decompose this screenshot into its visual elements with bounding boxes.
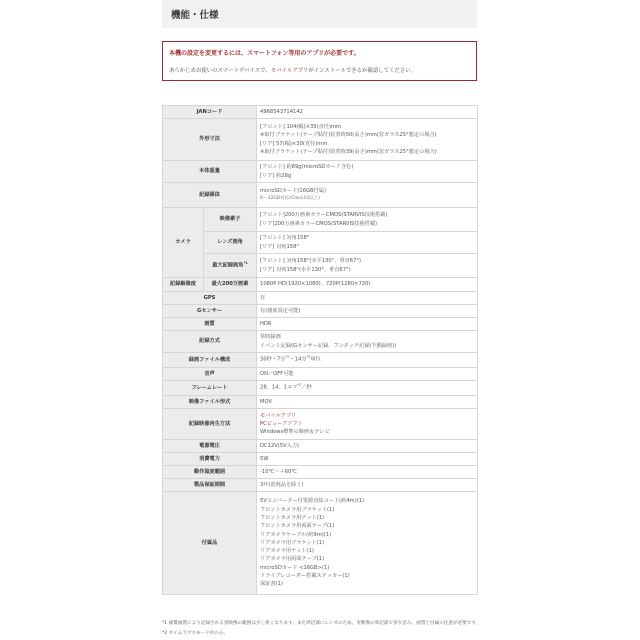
- spec-label: フレームレート: [163, 381, 257, 396]
- section-header: [162, 0, 477, 28]
- spec-label: 外形寸法: [163, 119, 257, 161]
- lens-value: [フロント] 対角158° [リア] 対角158°: [257, 232, 478, 254]
- spec-label: 動作温度範囲: [163, 466, 257, 479]
- mobile-app-link[interactable]: モバイルアプリ: [260, 412, 297, 419]
- spec-table: [162, 105, 478, 595]
- spec-label: 電源電圧: [163, 440, 257, 453]
- table-row: [163, 318, 478, 331]
- spec-label: 製品保証期間: [163, 479, 257, 492]
- table-row: [163, 106, 478, 119]
- format-value: MOV: [257, 396, 478, 409]
- app-required-notice: [162, 41, 477, 81]
- notice-text: [169, 66, 416, 74]
- spec-label: 記録映像再生方法: [163, 409, 257, 440]
- accessories-value: 5Vコンバーター付電源直結コード(約4m)(1) フロントカメラ用ブラケット(1) フロントカメラ用ナット(1) フロントカメラ用両面テープ(1) リアカメラケーブル(約9m)(1) リアカメラ用ブラケット(1) リアカメラ用ナット(1) リアカメラ用両面テープ(1) microSDカード <16GB>(1) ドライブレコーダー搭載ステッカー(1) 保証書(1): [257, 492, 478, 595]
- table-row: [163, 396, 478, 409]
- table-row: [163, 292, 478, 305]
- spec-label: 録画ファイル構成: [163, 353, 257, 368]
- camera-label: カメラ: [163, 208, 204, 278]
- spec-label: 映像ファイル形式: [163, 396, 257, 409]
- spec-label: GPS: [163, 292, 257, 305]
- gsensor-value: 有(感度設定可能): [257, 305, 478, 318]
- rec-mode-value: 常時録画 イベント記録(Gセンサー記録、フンタッチ記録(手動録画)): [257, 331, 478, 353]
- table-row: [163, 453, 478, 466]
- media-value: microSDカード(16GB付属) 8～32GB対応(Class10以上): [257, 183, 478, 208]
- file-struct-value: 30秒・7分$^{*2}$・14分$^{*2}$単位: [257, 353, 478, 368]
- page-title: 機能・仕様: [171, 10, 219, 21]
- spec-sublabel: レンズ画角: [204, 232, 257, 254]
- spec-label: 本体重量: [163, 161, 257, 183]
- framerate-value: 28、14、1コマ$^{*2}$／秒: [257, 381, 478, 396]
- table-row: [163, 305, 478, 318]
- max-angle-value: [フロント] 対角158°(水平130°、垂直67°) [リア] 対角158°(水平130°、垂直67°): [257, 254, 478, 278]
- quality-value: HDR: [257, 318, 478, 331]
- pc-viewer-link[interactable]: PCビューアソフト: [260, 420, 303, 427]
- table-row: [163, 409, 478, 440]
- power-value: 5W: [257, 453, 478, 466]
- table-row: [163, 183, 478, 208]
- table-row: [163, 119, 478, 161]
- spec-label: JANコード: [163, 106, 257, 119]
- table-row: [163, 353, 478, 368]
- weight-value: [フロント] 約89g(microSDカード含む) [リア] 約28g: [257, 161, 478, 183]
- table-row: [163, 381, 478, 396]
- table-row: [163, 368, 478, 381]
- gps-value: 有: [257, 292, 478, 305]
- spec-sublabel: 最大記録画角$^{*1}$: [204, 254, 257, 278]
- warranty-value: 3年(消耗品を除く): [257, 479, 478, 492]
- spec-label: 消費電力: [163, 453, 257, 466]
- notice-title: 本機の設定を変更するには、スマートフォン等用のアプリが必要です。: [169, 50, 360, 57]
- table-row: [163, 479, 478, 492]
- size-value: [フロント] 104(幅)×35(直径)mm ※取付ブラケット(テープ貼付)装着時50(高さ)mm(窓ガラス25°想定の場合) [リア] 57(幅)×30(直径)mm ※取付ブラケット(テープ貼付)装着時39(高さ)mm(窓ガラス25°想定の場合): [257, 119, 478, 161]
- sensor-value: [フロント]200万画素カラーCMOS(STARVIS技術搭載) [リア]200万画素カラーCMOS(STARVIS技術搭載): [257, 208, 478, 232]
- table-row: [163, 278, 478, 292]
- footnote-2: *2 タイムラプスモード中のみ。: [162, 631, 229, 636]
- temp-value: -10℃～＋60℃: [257, 466, 478, 479]
- resolution-value: 1080P HD(1920×1080)、720P(1280×720): [257, 278, 478, 292]
- jan-code-value: 4968543714142: [257, 106, 478, 119]
- table-row: [163, 208, 478, 232]
- spec-label: Gセンサー: [163, 305, 257, 318]
- table-row: [163, 232, 478, 254]
- table-row: [163, 331, 478, 353]
- spec-label: 記録方式: [163, 331, 257, 353]
- spec-label: 記録媒体: [163, 183, 257, 208]
- audio-value: ON／OFF可能: [257, 368, 478, 381]
- voltage-value: DC12V(5V入力): [257, 440, 478, 453]
- spec-sublabel: 映像素子: [204, 208, 257, 232]
- table-row: [163, 440, 478, 453]
- table-row: [163, 466, 478, 479]
- table-row: [163, 492, 478, 595]
- spec-label: 記録解像度: [163, 278, 204, 292]
- spec-label: 付属品: [163, 492, 257, 595]
- notice-text-pre: あらかじめお使いのスマートデバイスで、: [169, 68, 271, 74]
- mobile-app-link[interactable]: モバイルアプリ: [270, 68, 309, 74]
- playback-value: モバイルアプリ PCビューアソフト Windows標準の映画＆テレビ: [257, 409, 478, 440]
- table-row: [163, 161, 478, 183]
- notice-text-post: がインストールできるか確認してください。: [308, 68, 416, 74]
- spec-label: 音声: [163, 368, 257, 381]
- footnote-1: *1 補償画質により記録される実映像の範囲は少し狭くなります。また周辺部にレンズのため、実映像の周辺部で多少歪み、画質と付属の注意が必要です。: [162, 621, 481, 626]
- table-row: [163, 254, 478, 278]
- spec-sublabel: 最大200万画素: [204, 278, 257, 292]
- spec-label: 画質: [163, 318, 257, 331]
